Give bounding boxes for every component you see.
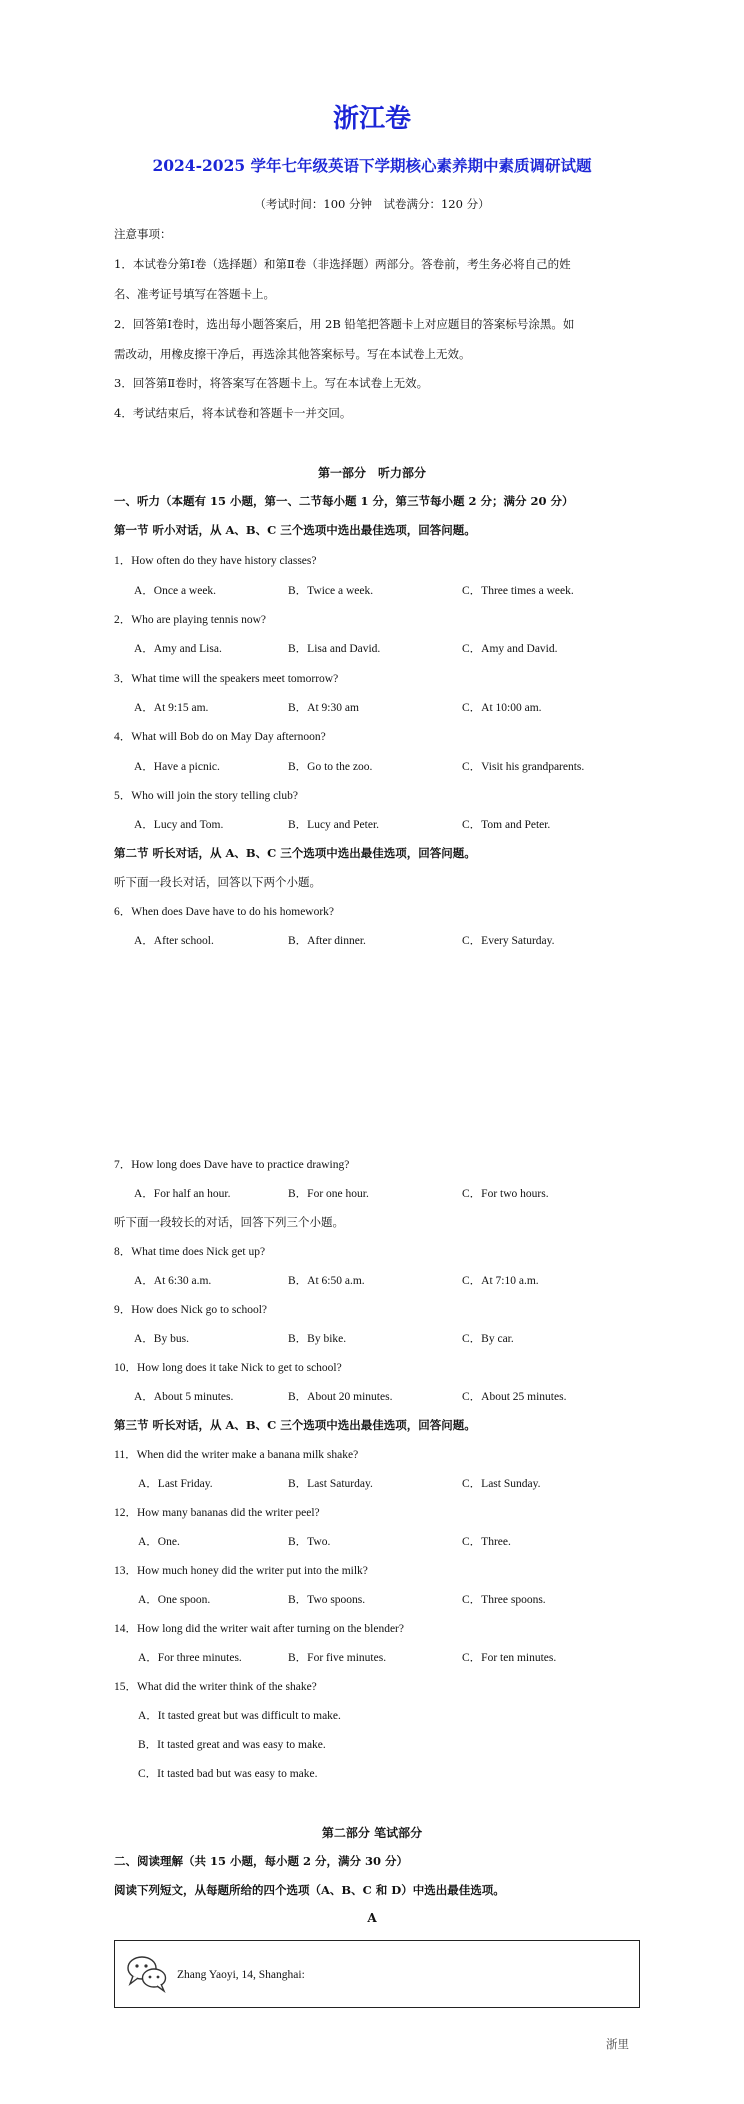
option-c: C．Three spoons. [462,1594,546,1606]
option-b: B．Last Saturday. [288,1478,373,1490]
question-4: 4．What will Bob do on May Day afternoon? [114,731,326,743]
notes-line: 需改动，用橡皮擦干净后，再选涂其他答案标号。写在本试卷上无效。 [114,347,471,361]
option-a: A．About 5 minutes. [134,1391,234,1403]
notes-line: 3．回答第Ⅱ卷时，将答案写在答题卡上。写在本试卷上无效。 [114,376,429,390]
chat-bubble-icon [125,1953,169,1993]
option-b: B．By bike. [288,1333,347,1345]
question-6: 6．When does Dave have to do his homework? [114,906,335,918]
question-7: 7．How long does Dave have to practice drawing? [114,1159,350,1171]
question-15: 15．What did the writer think of the shake? [114,1681,317,1693]
option-c: C．For two hours. [462,1188,549,1200]
option-c: C．By car. [462,1333,514,1345]
question-10: 10．How long does it take Nick to get to school? [114,1362,342,1374]
option-a: A．For half an hour. [134,1188,231,1200]
option-a: A．It tasted great but was difficult to make. [138,1710,341,1722]
option-a: A．By bus. [134,1333,189,1345]
question-9: 9．How does Nick go to school? [114,1304,267,1316]
exam-subtitle: 2024-2025 学年七年级英语下学期核心素养期中素质调研试题 [152,156,592,175]
passage-author: Zhang Yaoyi, 14, Shanghai: [177,1969,305,1981]
question-11: 11．When did the writer make a banana milk shake? [114,1449,359,1461]
option-b: B．About 20 minutes. [288,1391,393,1403]
question-1: 1．How often do they have history classes? [114,555,317,567]
option-c: C．At 7:10 a.m. [462,1275,539,1287]
option-a: A．One spoon. [138,1594,211,1606]
option-b: B．Two. [288,1536,331,1548]
option-a: A．Once a week. [134,585,217,597]
listening-sub3-heading: 第三节 听长对话，从 A、B、C 三个选项中选出最佳选项，回答问题。 [114,1418,476,1432]
option-b: B．Twice a week. [288,585,374,597]
option-b: B．Lisa and David. [288,643,381,655]
notes-line: 1．本试卷分第Ⅰ卷（选择题）和第Ⅱ卷（非选择题）两部分。答卷前，考生务必将自己的姓 [114,257,571,271]
option-c: C．About 25 minutes. [462,1391,567,1403]
notes-line: 4．考试结束后，将本试卷和答题卡一并交回。 [114,406,352,420]
option-c: C．Three times a week. [462,585,574,597]
option-a: A．One. [138,1536,180,1548]
exam-info: （考试时间：100 分钟 试卷满分：120 分） [254,197,490,211]
option-c: C．Three. [462,1536,511,1548]
listening-note: 听下面一段长对话，回答以下两个小题。 [114,875,321,889]
option-b: B．For five minutes. [288,1652,387,1664]
question-5: 5．Who will join the story telling club? [114,790,298,802]
listening-sub2-heading: 第二节 听长对话，从 A、B、C 三个选项中选出最佳选项，回答问题。 [114,846,476,860]
page-footer: 浙里 [606,2037,629,2051]
notes-heading: 注意事项： [114,227,172,241]
option-a: A．Lucy and Tom. [134,819,224,831]
option-b: B．After dinner. [288,935,366,947]
option-b: B．Two spoons. [288,1594,366,1606]
option-b: B．Go to the zoo. [288,761,373,773]
notes-line: 2．回答第Ⅰ卷时，选出每小题答案后，用 2B 铅笔把答题卡上对应题目的答案标号涂黑。如 [114,317,575,331]
reading-instruction: 阅读下列短文，从每题所给的四个选项（A、B、C 和 D）中选出最佳选项。 [114,1883,505,1897]
option-c: C．At 10:00 am. [462,702,542,714]
question-8: 8．What time does Nick get up? [114,1246,266,1258]
option-a: A．Have a picnic. [134,761,220,773]
option-c: C．Last Sunday. [462,1478,541,1490]
option-c: C．Visit his grandparents. [462,761,585,773]
question-13: 13．How much honey did the writer put into the milk? [114,1565,368,1577]
option-b: B．At 9:30 am [288,702,359,714]
listening-note: 听下面一段较长的对话，回答下列三个小题。 [114,1215,344,1229]
exam-title: 浙江卷 [332,104,411,134]
reading-section-heading: 二、阅读理解（共 15 小题，每小题 2 分，满分 30 分） [114,1854,409,1868]
question-2: 2．Who are playing tennis now? [114,614,267,626]
option-b: B．At 6:50 a.m. [288,1275,365,1287]
listening-section-heading: 一、听力（本题有 15 小题，第一、二节每小题 1 分，第三节每小题 2 分；满分 20 分） [114,494,574,508]
option-b: B．It tasted great and was easy to make. [138,1739,326,1751]
option-b: B．For one hour. [288,1188,369,1200]
option-a: A．At 9:15 am. [134,702,209,714]
option-c: C．For ten minutes. [462,1652,557,1664]
listening-sub1-heading: 第一节 听小对话，从 A、B、C 三个选项中选出最佳选项，回答问题。 [114,523,476,537]
option-a: A．Last Friday. [138,1478,213,1490]
option-b: B．Lucy and Peter. [288,819,380,831]
option-c: C．Amy and David. [462,643,558,655]
question-3: 3．What time will the speakers meet tomorrow? [114,673,339,685]
part2-title: 第二部分 笔试部分 [321,1826,423,1840]
option-a: A．After school. [134,935,214,947]
question-14: 14．How long did the writer wait after turning on the blender? [114,1623,404,1635]
passage-box [114,1940,640,2008]
option-a: A．For three minutes. [138,1652,242,1664]
question-12: 12．How many bananas did the writer peel? [114,1507,320,1519]
option-c: C．Every Saturday. [462,935,555,947]
part1-title: 第一部分 听力部分 [317,466,426,480]
option-a: A．At 6:30 a.m. [134,1275,212,1287]
option-a: A．Amy and Lisa. [134,643,222,655]
passage-label: A [367,1911,377,1925]
option-c: C．It tasted bad but was easy to make. [138,1768,318,1780]
option-c: C．Tom and Peter. [462,819,551,831]
notes-line: 名、准考证号填写在答题卡上。 [114,287,275,301]
